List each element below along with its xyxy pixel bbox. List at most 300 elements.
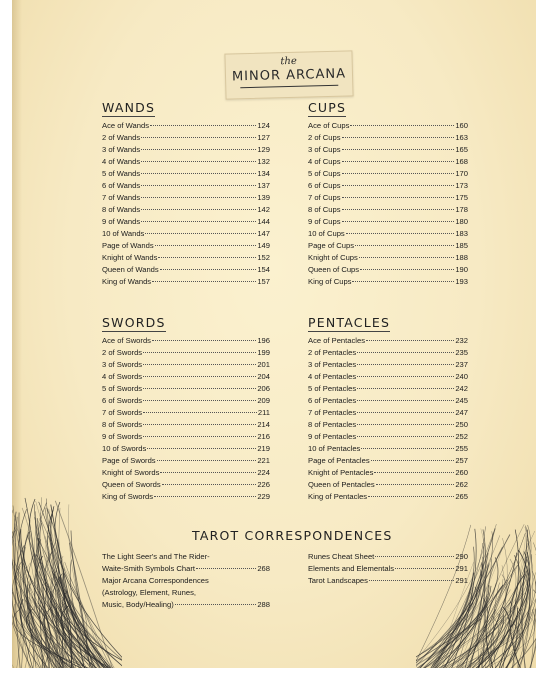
leader-dots <box>158 256 256 258</box>
toc-entry-label: 5 of Wands <box>102 169 141 178</box>
toc-entry <box>308 479 468 491</box>
leader-dots <box>342 148 455 150</box>
scribble-stroke <box>27 553 42 668</box>
scribble-stroke <box>52 570 72 668</box>
scribble-stroke <box>416 619 482 669</box>
leader-dots <box>152 339 256 341</box>
scribble-stroke <box>43 553 65 668</box>
leader-dots <box>346 232 455 234</box>
leader-dots <box>141 220 256 222</box>
toc-entry <box>102 216 270 228</box>
scribble-stroke <box>441 526 486 668</box>
scribble-stroke <box>27 584 64 668</box>
toc-entry-page: 152 <box>257 253 270 262</box>
scribble-stroke <box>38 518 65 668</box>
toc-entry-label: 9 of Swords <box>102 432 143 441</box>
scribble-stroke <box>49 509 58 668</box>
toc-entry-label: 2 of Cups <box>308 133 341 142</box>
toc-entry <box>102 276 270 288</box>
toc-entry-page: 188 <box>455 253 468 262</box>
leader-dots <box>141 196 256 198</box>
leader-dots <box>143 363 256 365</box>
corr-entry2-line2-row <box>102 587 270 599</box>
scribble-stroke <box>14 604 78 668</box>
scribble-stroke <box>46 541 109 669</box>
toc-entry <box>102 132 270 144</box>
cups-heading-underline <box>308 116 346 117</box>
scribble-stroke <box>486 585 503 668</box>
toc-entry <box>102 204 270 216</box>
scribble-stroke <box>36 503 66 668</box>
toc-entry-page: 157 <box>257 277 270 286</box>
scribble-stroke <box>482 616 535 668</box>
scribble-stroke <box>416 525 471 668</box>
toc-entry <box>102 443 270 455</box>
scribble-stroke <box>43 550 66 668</box>
toc-entry-label: Ace of Pentacles <box>308 336 365 345</box>
toc-entry <box>308 252 468 264</box>
leader-dots <box>143 423 256 425</box>
toc-entry-label: 3 of Pentacles <box>308 360 357 369</box>
scribble-stroke <box>52 574 87 668</box>
toc-entry-page: 229 <box>257 492 270 501</box>
scribble-stroke <box>25 600 49 668</box>
scribble-stroke <box>448 612 533 668</box>
toc-entry-label: 7 of Pentacles <box>308 408 357 417</box>
toc-entry-page: 149 <box>257 241 270 250</box>
scribble-stroke <box>36 554 93 668</box>
scribble-stroke <box>459 606 522 668</box>
toc-entry-label: 8 of Pentacles <box>308 420 357 429</box>
scribble-stroke <box>436 620 503 668</box>
leader-dots <box>366 339 454 341</box>
toc-entry-page: 245 <box>455 396 468 405</box>
scribble-stroke <box>447 526 529 668</box>
toc-entry <box>308 563 468 575</box>
toc-entry-label: Page of Wands <box>102 241 154 250</box>
scribble-stroke <box>17 572 60 668</box>
scribble-stroke <box>49 606 66 668</box>
leader-dots <box>143 435 256 437</box>
toc-entry-label: 8 of Wands <box>102 205 141 214</box>
scribble-stroke <box>48 602 116 668</box>
leader-dots <box>141 184 256 186</box>
scribble-stroke <box>34 517 104 668</box>
toc-entry-page: 142 <box>257 205 270 214</box>
toc-entry <box>102 359 270 371</box>
scribble-stroke <box>477 543 528 668</box>
scribble-stroke <box>488 527 526 668</box>
leader-dots <box>342 184 455 186</box>
toc-entry-label: Ace of Swords <box>102 336 151 345</box>
ink-scribble-right <box>416 508 536 668</box>
toc-entry-page: 221 <box>257 456 270 465</box>
pentacles-heading-text: PENTACLES <box>308 315 391 330</box>
scribble-stroke <box>28 608 64 668</box>
toc-entry-label: 5 of Pentacles <box>308 384 357 393</box>
toc-entry-label: Tarot Landscapes <box>308 576 368 585</box>
toc-entry <box>102 144 270 156</box>
scribble-stroke <box>433 587 482 668</box>
scribble-stroke <box>485 580 510 668</box>
scribble-stroke <box>45 552 108 668</box>
scribble-stroke <box>45 508 96 668</box>
toc-entry <box>102 467 270 479</box>
scribble-stroke <box>68 504 99 668</box>
corr-entry1-page: 268 <box>257 564 270 573</box>
toc-entry <box>102 407 270 419</box>
leader-dots <box>342 160 455 162</box>
scribble-stroke <box>38 538 107 668</box>
scribble-stroke <box>470 555 521 668</box>
toc-entry-page: 165 <box>455 145 468 154</box>
toc-entry <box>102 120 270 132</box>
scribble-stroke <box>531 609 536 668</box>
scribble-stroke <box>34 554 52 668</box>
scribble-stroke <box>40 601 68 668</box>
leader-dots <box>342 196 455 198</box>
scribble-stroke <box>530 543 536 669</box>
toc-entry <box>308 491 468 503</box>
toc-entry <box>308 156 468 168</box>
scribble-stroke <box>27 581 89 668</box>
scribble-stroke <box>60 577 102 669</box>
toc-entry-label: Queen of Swords <box>102 480 161 489</box>
toc-entry <box>102 228 270 240</box>
scribble-stroke <box>72 586 88 668</box>
scribble-stroke <box>485 547 502 668</box>
toc-entry <box>308 383 468 395</box>
toc-entry <box>308 467 468 479</box>
scribble-stroke <box>481 552 529 668</box>
leader-dots <box>141 172 256 174</box>
scribble-stroke <box>40 497 50 668</box>
toc-entry-label: 10 of Pentacles <box>308 444 361 453</box>
toc-entry <box>308 407 468 419</box>
toc-entry-label: King of Wands <box>102 277 152 286</box>
toc-entry-label: Elements and Elementals <box>308 564 395 573</box>
scribble-stroke <box>483 613 529 668</box>
leader-dots <box>342 220 455 222</box>
toc-entry-page: 209 <box>257 396 270 405</box>
leader-dots <box>342 172 455 174</box>
toc-entry-label: 5 of Swords <box>102 384 143 393</box>
scribble-stroke <box>493 583 499 668</box>
toc-entry-label: Knight of Wands <box>102 253 158 262</box>
scribble-stroke <box>494 580 527 668</box>
corr-entry2-line2: (Astrology, Element, Runes, <box>102 588 196 597</box>
toc-entry <box>308 192 468 204</box>
scribble-stroke <box>50 570 109 668</box>
scribble-stroke <box>59 604 71 669</box>
leader-dots <box>196 567 256 569</box>
toc-entry-page: 226 <box>257 480 270 489</box>
scribble-stroke <box>41 551 67 668</box>
toc-entry <box>102 479 270 491</box>
toc-entry-page: 183 <box>455 229 468 238</box>
scribble-stroke <box>26 611 60 668</box>
scribble-stroke <box>34 556 69 668</box>
scribble-stroke <box>22 508 35 668</box>
leader-dots <box>371 459 455 461</box>
toc-entry-page: 178 <box>455 205 468 214</box>
scribble-stroke <box>500 565 506 668</box>
scribble-stroke <box>39 571 106 668</box>
scribble-stroke <box>43 584 62 668</box>
toc-entry <box>102 455 270 467</box>
scribble-stroke <box>505 554 537 668</box>
toc-entry-page: 124 <box>257 121 270 130</box>
toc-entry-label: Queen of Wands <box>102 265 159 274</box>
toc-entry-label: 10 of Swords <box>102 444 147 453</box>
toc-entry <box>102 240 270 252</box>
cups-list <box>308 120 468 288</box>
toc-entry-label: 10 of Wands <box>102 229 145 238</box>
leader-dots <box>357 375 454 377</box>
toc-entry-label: 2 of Swords <box>102 348 143 357</box>
leader-dots <box>374 471 454 473</box>
toc-entry-page: 168 <box>455 157 468 166</box>
corr-entry1-line1-row <box>102 551 270 563</box>
corr-entry2-line3-row <box>102 599 270 611</box>
toc-entry-page: 185 <box>455 241 468 250</box>
toc-entry-page: 170 <box>455 169 468 178</box>
corr-entry1-line2-row <box>102 563 270 575</box>
scribble-stroke <box>523 600 535 668</box>
scribble-stroke <box>36 518 58 668</box>
cups-heading <box>308 100 346 117</box>
toc-entry-label: 7 of Wands <box>102 193 141 202</box>
title-underline <box>240 85 338 89</box>
leader-dots <box>355 244 454 246</box>
scribble-stroke <box>38 603 50 668</box>
leader-dots <box>360 268 454 270</box>
toc-entry <box>308 216 468 228</box>
toc-entry-label: Runes Cheat Sheet <box>308 552 375 561</box>
scribble-stroke <box>35 539 106 668</box>
leader-dots <box>162 483 257 485</box>
leader-dots <box>352 280 454 282</box>
toc-entry-label: Ace of Wands <box>102 121 149 130</box>
scribble-stroke <box>46 538 70 668</box>
scribble-stroke <box>461 524 524 668</box>
scribble-stroke <box>59 560 102 668</box>
leader-dots <box>152 280 256 282</box>
scribble-stroke <box>27 535 76 668</box>
wands-heading <box>102 100 155 117</box>
toc-entry-label: 6 of Pentacles <box>308 396 357 405</box>
scribble-stroke <box>38 523 56 668</box>
toc-entry-label: Knight of Pentacles <box>308 468 374 477</box>
toc-entry-label: Knight of Cups <box>308 253 358 262</box>
toc-entry <box>308 168 468 180</box>
toc-entry-page: 291 <box>455 564 468 573</box>
scribble-stroke <box>70 560 96 668</box>
scribble-stroke <box>57 583 95 668</box>
title-small: the <box>280 55 297 68</box>
scribble-stroke <box>468 609 496 668</box>
scribble-stroke <box>454 584 527 668</box>
leader-dots <box>143 411 257 413</box>
toc-entry <box>102 491 270 503</box>
scribble-stroke <box>509 590 536 668</box>
scribble-stroke <box>416 588 473 668</box>
swords-heading-text: SWORDS <box>102 315 166 330</box>
scribble-stroke <box>416 603 473 668</box>
toc-entry-page: 129 <box>257 145 270 154</box>
scribble-stroke <box>29 597 74 668</box>
scribble-stroke <box>504 618 521 668</box>
toc-entry-page: 204 <box>257 372 270 381</box>
toc-entry-page: 137 <box>257 181 270 190</box>
leader-dots <box>357 435 454 437</box>
leader-dots <box>359 256 455 258</box>
toc-entry-label: Knight of Swords <box>102 468 160 477</box>
scribble-stroke <box>478 553 517 668</box>
corr-entry2-page: 288 <box>257 600 270 609</box>
scribble-stroke <box>34 517 84 668</box>
swords-heading <box>102 315 166 332</box>
toc-entry <box>102 264 270 276</box>
scribble-stroke <box>469 529 486 668</box>
scribble-stroke <box>47 508 84 668</box>
scribble-stroke <box>448 593 524 668</box>
corr-entry2-line1: Major Arcana Correspondences <box>102 576 209 585</box>
toc-entry <box>308 120 468 132</box>
scribble-stroke <box>445 580 508 668</box>
scribble-stroke <box>468 525 531 668</box>
correspondences-left <box>102 551 270 611</box>
toc-entry-label: 6 of Cups <box>308 181 341 190</box>
corr-entry2-line1-row <box>102 575 270 587</box>
scribble-stroke <box>71 531 93 669</box>
toc-entry-label: 8 of Swords <box>102 420 143 429</box>
toc-entry-page: 262 <box>455 480 468 489</box>
toc-entry-label: 9 of Wands <box>102 217 141 226</box>
scribble-stroke <box>464 612 528 668</box>
toc-entry <box>102 431 270 443</box>
toc-entry-page: 127 <box>257 133 270 142</box>
scribble-stroke <box>487 538 508 668</box>
scribble-stroke <box>481 565 518 668</box>
book-page <box>12 0 536 668</box>
swords-heading-underline <box>102 331 166 332</box>
toc-entry-page: 250 <box>455 420 468 429</box>
toc-entry <box>308 144 468 156</box>
pentacles-list <box>308 335 468 503</box>
scribble-stroke <box>24 551 37 668</box>
leader-dots <box>357 411 454 413</box>
scribble-stroke <box>56 608 75 668</box>
scribble-stroke <box>23 563 92 668</box>
leader-dots <box>357 423 454 425</box>
toc-entry-page: 257 <box>455 456 468 465</box>
toc-entry-label: Page of Swords <box>102 456 156 465</box>
toc-entry-page: 175 <box>455 193 468 202</box>
scribble-stroke <box>478 616 503 668</box>
toc-entry-label: 4 of Pentacles <box>308 372 357 381</box>
scribble-stroke <box>51 556 72 668</box>
scribble-stroke <box>505 600 517 668</box>
toc-entry <box>102 347 270 359</box>
scribble-stroke <box>43 607 73 668</box>
toc-entry <box>308 443 468 455</box>
leader-dots <box>342 136 455 138</box>
cups-heading-text: CUPS <box>308 100 347 115</box>
title-tag <box>224 50 353 99</box>
toc-entry <box>308 575 468 587</box>
toc-entry-page: 224 <box>257 468 270 477</box>
toc-entry-page: 216 <box>257 432 270 441</box>
scribble-stroke <box>500 608 517 668</box>
scribble-stroke <box>420 574 507 668</box>
leader-dots <box>143 351 256 353</box>
toc-entry <box>308 228 468 240</box>
wands-heading-text: WANDS <box>102 100 156 115</box>
leader-dots <box>154 495 256 497</box>
toc-entry-label: Queen of Cups <box>308 265 360 274</box>
leader-dots <box>155 244 257 246</box>
scribble-stroke <box>505 550 530 668</box>
leader-dots <box>147 447 256 449</box>
toc-entry-page: 265 <box>455 492 468 501</box>
swords-list <box>102 335 270 503</box>
toc-entry-label: 7 of Swords <box>102 408 143 417</box>
toc-entry <box>308 551 468 563</box>
scribble-stroke <box>36 501 59 668</box>
scribble-stroke <box>474 607 510 668</box>
scribble-stroke <box>490 571 527 669</box>
scribble-stroke <box>21 529 87 668</box>
toc-entry <box>308 419 468 431</box>
corr-entry2-line3: Music, Body/Healing) <box>102 600 174 609</box>
scribble-stroke <box>20 599 50 668</box>
toc-entry <box>308 335 468 347</box>
leader-dots <box>143 375 256 377</box>
toc-entry <box>102 168 270 180</box>
pentacles-heading <box>308 315 390 332</box>
scribble-stroke <box>26 609 84 668</box>
toc-entry-label: 2 of Pentacles <box>308 348 357 357</box>
scribble-stroke <box>478 594 488 668</box>
scribble-stroke <box>421 586 503 668</box>
leader-dots <box>143 387 256 389</box>
toc-entry-label: Page of Cups <box>308 241 355 250</box>
toc-entry-page: 132 <box>257 157 270 166</box>
scribble-stroke <box>517 539 533 668</box>
scribble-stroke <box>47 508 65 668</box>
scribble-stroke <box>61 606 114 668</box>
leader-dots <box>145 232 256 234</box>
scribble-stroke <box>19 513 47 669</box>
scribble-stroke <box>444 528 495 668</box>
scribble-stroke <box>50 591 99 668</box>
scribble-stroke <box>21 563 60 668</box>
scribble-stroke <box>457 529 486 669</box>
toc-entry <box>308 276 468 288</box>
page-title: MINOR ARCANA <box>231 66 347 85</box>
leader-dots <box>141 148 256 150</box>
leader-dots <box>160 471 256 473</box>
leader-dots <box>157 459 257 461</box>
scribble-stroke <box>474 552 530 669</box>
scribble-stroke <box>464 614 504 668</box>
toc-entry-page: 173 <box>455 181 468 190</box>
scribble-stroke <box>23 520 39 668</box>
corr-entry1-line1: The Light Seer's and The Rider- <box>102 552 210 561</box>
correspondences-heading <box>192 528 392 543</box>
toc-entry-page: 147 <box>257 229 270 238</box>
